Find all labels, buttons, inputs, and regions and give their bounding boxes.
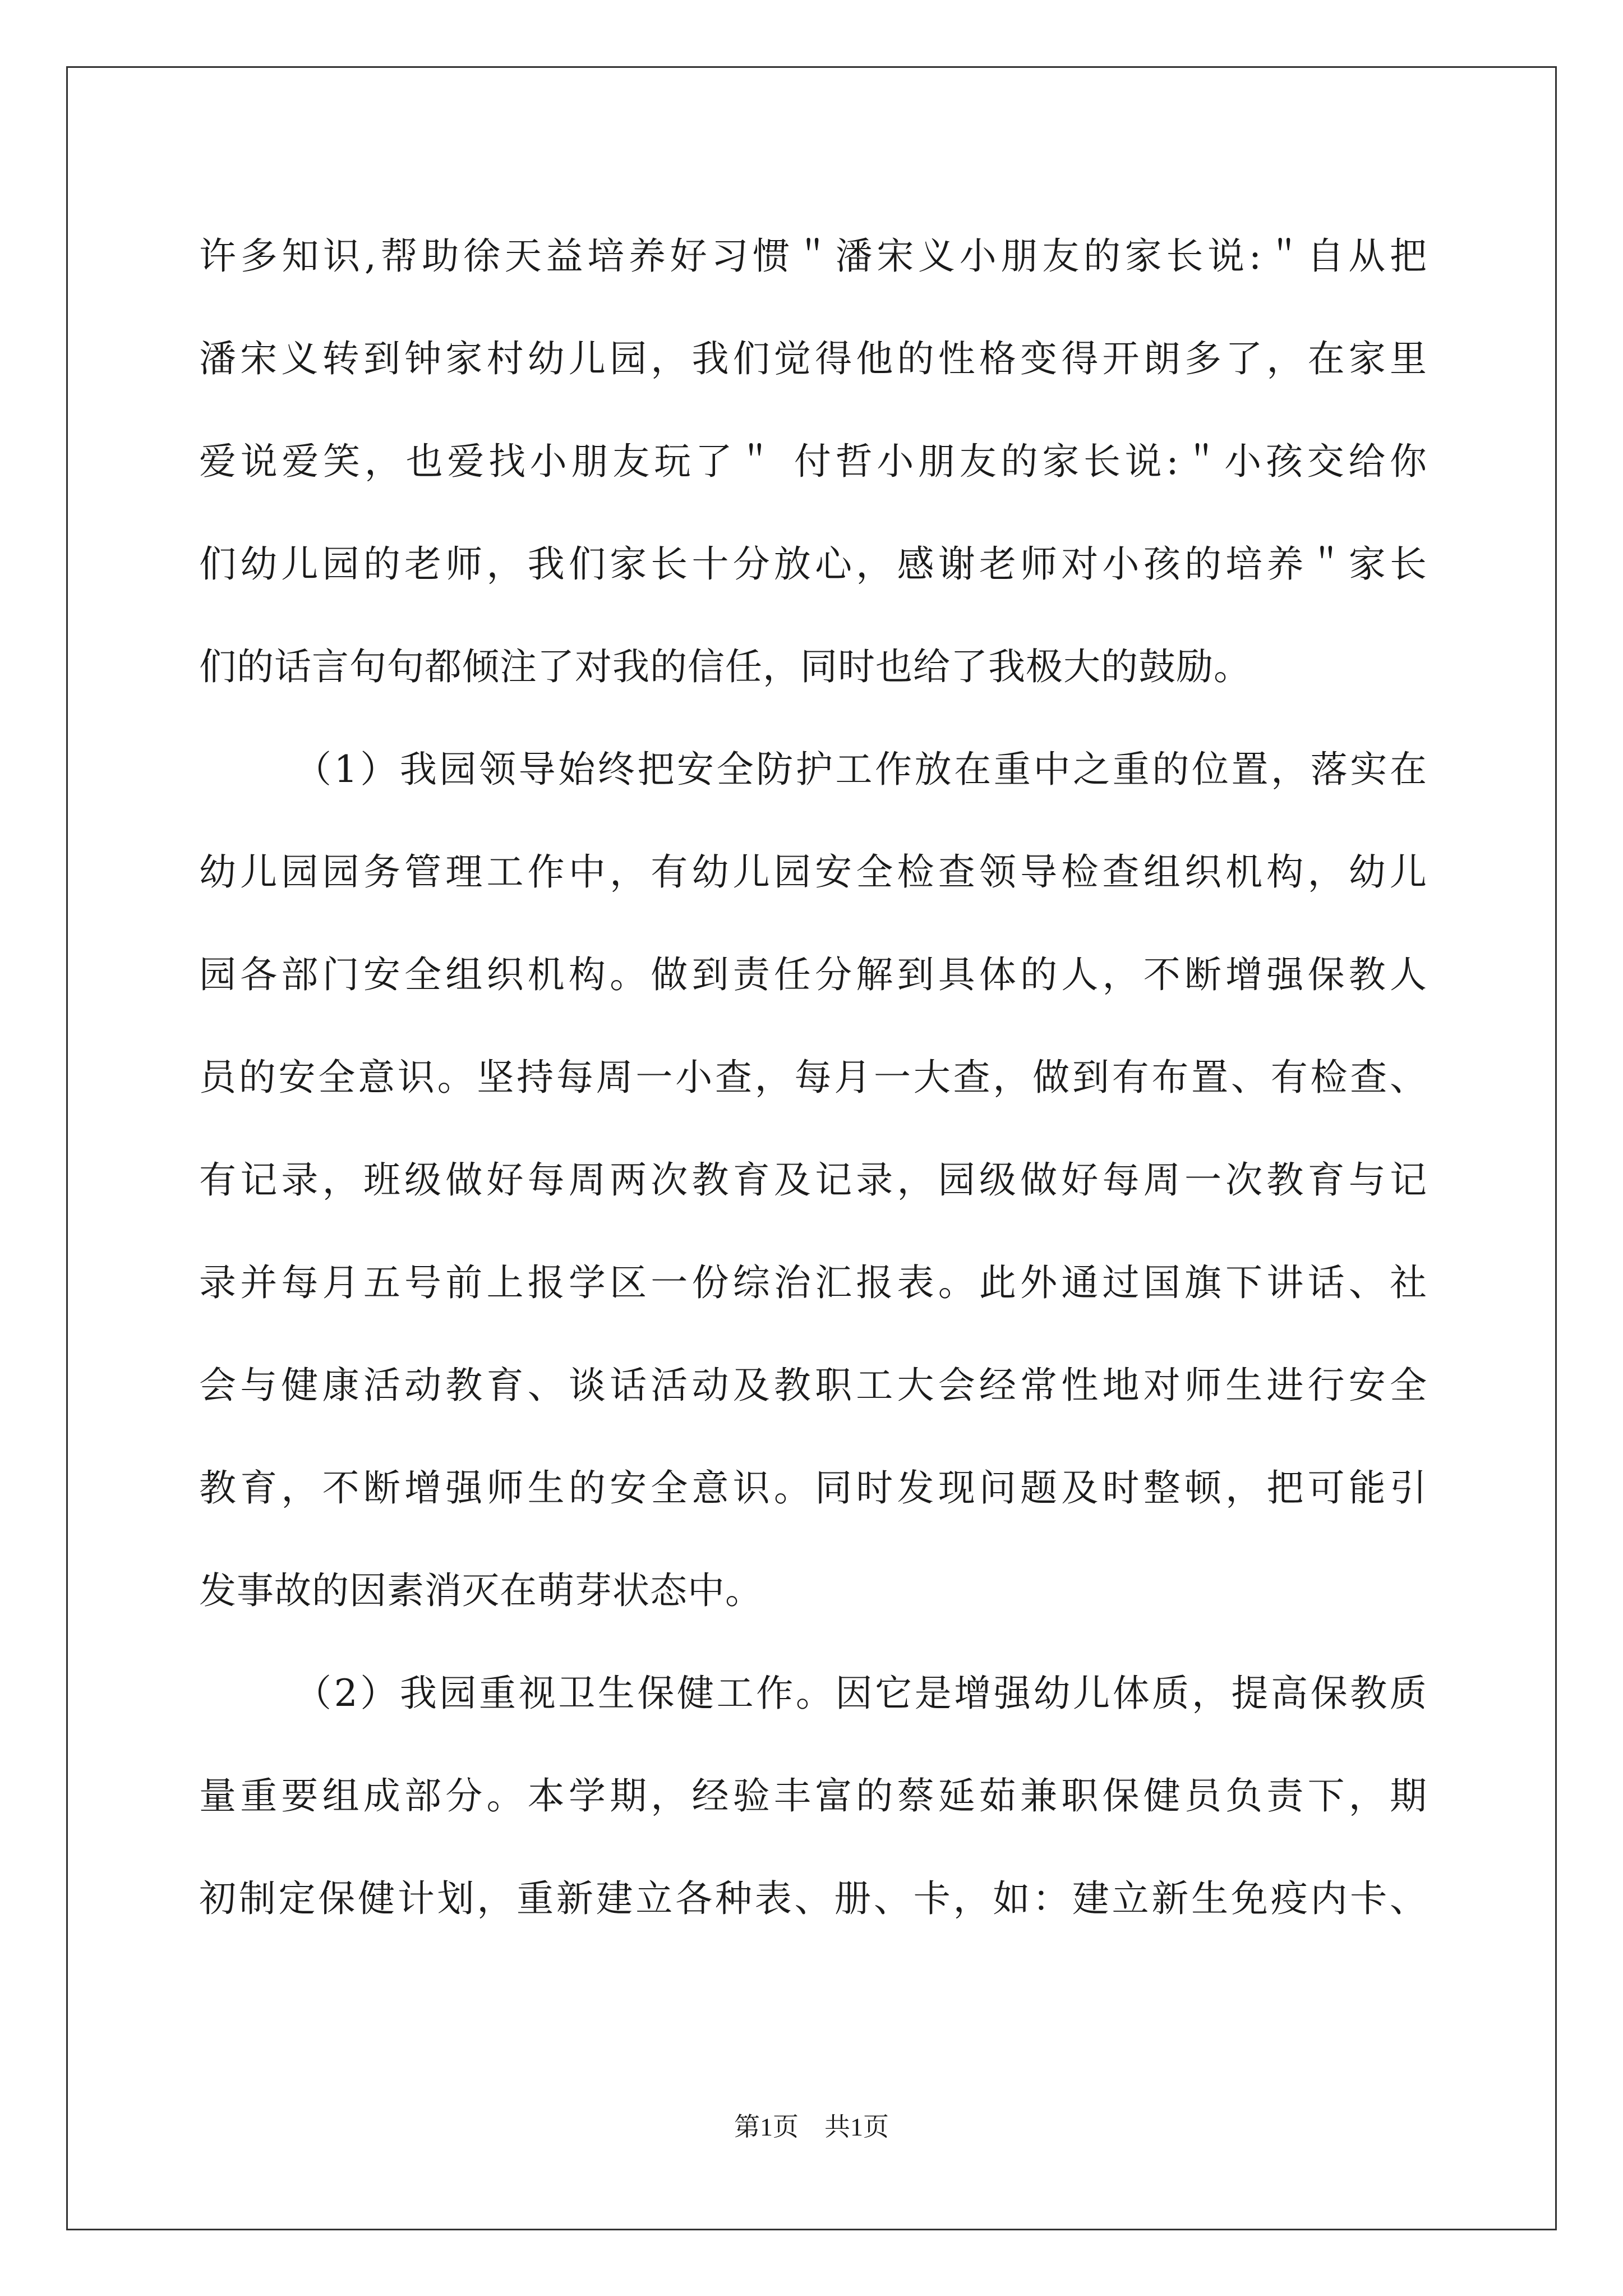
- text-line: 量重要组成部分。本学期，经验丰富的蔡延茹兼职保健员负责下，期: [199, 1774, 1427, 1818]
- text-line: 园各部门安全组织机构。做到责任分解到具体的人，不断增强保教人: [199, 953, 1427, 996]
- text-line-paragraph-end: 们的话言句句都倾注了对我的信任，同时也给了我极大的鼓励。: [199, 645, 1251, 688]
- text-line-paragraph-start: （2）我园重视卫生保健工作。因它是增强幼儿体质，提高保教质: [294, 1672, 1427, 1715]
- text-line: 员的安全意识。坚持每周一小查，每月一大查，做到有布置、有检查、: [199, 1056, 1427, 1099]
- text-line: 们幼儿园的老师，我们家长十分放心，感谢老师对小孩的培养＂家长: [199, 542, 1427, 586]
- text-line: 教育，不断增强师生的安全意识。同时发现问题及时整顿，把可能引: [199, 1466, 1427, 1510]
- text-line: 初制定保健计划，重新建立各种表、册、卡，如：建立新生免疫内卡、: [199, 1877, 1427, 1920]
- text-line: 爱说爱笑，也爱找小朋友玩了＂ 付哲小朋友的家长说:＂小孩交给你: [199, 440, 1427, 483]
- text-line: 录并每月五号前上报学区一份综治汇报表。此外通过国旗下讲话、社: [199, 1261, 1427, 1304]
- text-line: 会与健康活动教育、谈话活动及教职工大会经常性地对师生进行安全: [199, 1364, 1427, 1407]
- text-line: 有记录，班级做好每周两次教育及记录，园级做好每周一次教育与记: [199, 1158, 1427, 1202]
- text-line: 许多知识,帮助徐天益培养好习惯＂潘宋义小朋友的家长说:＂自从把: [199, 234, 1427, 278]
- text-line: 幼儿园园务管理工作中，有幼儿园安全检查领导检查组织机构，幼儿: [199, 850, 1427, 894]
- text-line-paragraph-end: 发事故的因素消灭在萌芽状态中。: [199, 1569, 763, 1612]
- page-number-footer: 第1页 共1页: [734, 2113, 889, 2141]
- document-body: [199, 205, 1427, 1950]
- text-line: 潘宋义转到钟家村幼儿园，我们觉得他的性格变得开朗多了，在家里: [199, 337, 1427, 380]
- text-line-paragraph-start: （1）我园领导始终把安全防护工作放在重中之重的位置，落实在: [294, 748, 1427, 791]
